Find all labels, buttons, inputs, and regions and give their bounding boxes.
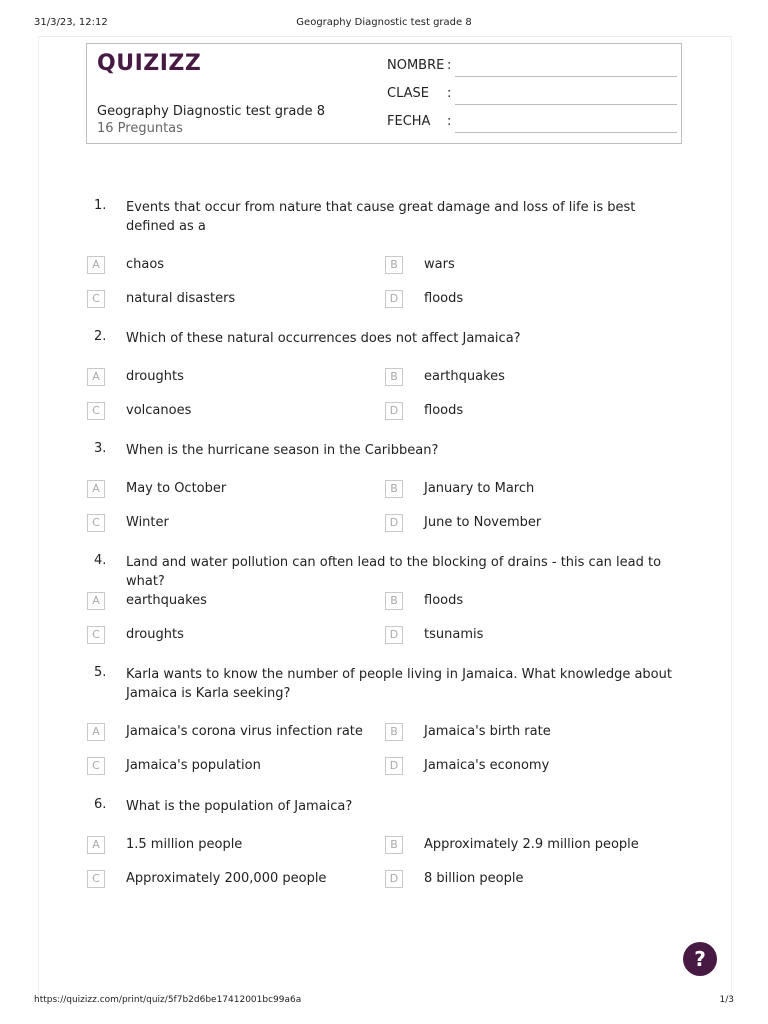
question-text: When is the hurricane season in the Caribbean? bbox=[126, 443, 439, 458]
answer-option[interactable] bbox=[385, 402, 675, 422]
option-letter-box[interactable]: B bbox=[385, 836, 403, 854]
option-letter-box[interactable]: C bbox=[87, 402, 105, 420]
answer-option[interactable] bbox=[385, 870, 675, 890]
option-text: tsunamis bbox=[424, 627, 484, 642]
option-letter-box[interactable]: A bbox=[87, 368, 105, 386]
option-text: Jamaica's corona virus infection rate bbox=[126, 724, 363, 739]
option-letter-box[interactable]: B bbox=[385, 480, 403, 498]
answer-option[interactable] bbox=[87, 836, 377, 856]
answer-option[interactable] bbox=[87, 870, 377, 890]
answer-option[interactable] bbox=[87, 626, 377, 646]
option-text: Approximately 200,000 people bbox=[126, 871, 327, 886]
date-label: FECHA bbox=[387, 114, 431, 129]
quiz-header-box bbox=[86, 43, 682, 144]
option-text: Jamaica's birth rate bbox=[424, 724, 551, 739]
option-text: Jamaica's economy bbox=[424, 758, 550, 773]
option-letter-box[interactable]: D bbox=[385, 402, 403, 420]
answer-option[interactable] bbox=[87, 592, 377, 612]
option-letter-box[interactable]: D bbox=[385, 757, 403, 775]
answer-option[interactable] bbox=[385, 723, 675, 743]
option-text: January to March bbox=[424, 481, 535, 496]
answer-option[interactable] bbox=[385, 836, 675, 856]
answer-option[interactable] bbox=[385, 514, 675, 534]
answer-option[interactable] bbox=[87, 480, 377, 500]
question-number: 5. bbox=[94, 665, 107, 680]
quiz-title: Geography Diagnostic test grade 8 bbox=[97, 104, 326, 119]
option-text: earthquakes bbox=[424, 369, 505, 384]
name-colon: : bbox=[447, 58, 452, 73]
quizizz-logo: QUIZIZZ bbox=[97, 51, 202, 76]
option-letter-box[interactable]: B bbox=[385, 723, 403, 741]
question-number: 2. bbox=[94, 329, 107, 344]
option-text: chaos bbox=[126, 257, 165, 272]
name-line[interactable] bbox=[455, 76, 677, 77]
option-letter-box[interactable]: A bbox=[87, 836, 105, 854]
answer-option[interactable] bbox=[87, 290, 377, 310]
date-field bbox=[387, 114, 677, 134]
option-letter-box[interactable]: C bbox=[87, 757, 105, 775]
option-text: Jamaica's population bbox=[126, 758, 261, 773]
option-text: earthquakes bbox=[126, 593, 207, 608]
answer-option[interactable] bbox=[385, 256, 675, 276]
answer-option[interactable] bbox=[87, 368, 377, 388]
answer-option[interactable] bbox=[87, 514, 377, 534]
answer-option[interactable] bbox=[385, 290, 675, 310]
option-text: 1.5 million people bbox=[126, 837, 243, 852]
question-text: Karla wants to know the number of people living in Jamaica. What knowledge about Jamaica is Karla seeking? bbox=[126, 667, 672, 701]
option-text: wars bbox=[424, 257, 455, 272]
option-letter-box[interactable]: C bbox=[87, 290, 105, 308]
class-line[interactable] bbox=[455, 104, 677, 105]
name-field bbox=[387, 58, 677, 78]
answer-option[interactable] bbox=[87, 757, 377, 777]
quiz-question-count: 16 Preguntas bbox=[97, 121, 183, 136]
option-text: floods bbox=[424, 291, 464, 306]
option-letter-box[interactable]: D bbox=[385, 870, 403, 888]
question-text: What is the population of Jamaica? bbox=[126, 799, 353, 814]
option-text: June to November bbox=[424, 515, 542, 530]
name-label: NOMBRE bbox=[387, 58, 445, 73]
footer-page-number: 1/3 bbox=[719, 995, 734, 1005]
answer-option[interactable] bbox=[87, 723, 377, 743]
print-title: Geography Diagnostic test grade 8 bbox=[296, 17, 472, 28]
option-text: Approximately 2.9 million people bbox=[424, 837, 639, 852]
option-text: 8 billion people bbox=[424, 871, 524, 886]
option-letter-box[interactable]: B bbox=[385, 368, 403, 386]
option-letter-box[interactable]: D bbox=[385, 514, 403, 532]
answer-option[interactable] bbox=[385, 592, 675, 612]
help-button[interactable]: ? bbox=[683, 942, 717, 976]
question-text: Events that occur from nature that cause great damage and loss of life is best defined as a bbox=[126, 200, 636, 234]
option-text: floods bbox=[424, 593, 464, 608]
option-letter-box[interactable]: A bbox=[87, 723, 105, 741]
question-number: 3. bbox=[94, 441, 107, 456]
option-text: droughts bbox=[126, 369, 184, 384]
answer-option[interactable] bbox=[385, 368, 675, 388]
question-number: 6. bbox=[94, 797, 107, 812]
option-letter-box[interactable]: A bbox=[87, 256, 105, 274]
option-text: Winter bbox=[126, 515, 169, 530]
date-colon: : bbox=[447, 114, 452, 129]
question-text: Which of these natural occurrences does not affect Jamaica? bbox=[126, 331, 521, 346]
question-number: 1. bbox=[94, 198, 107, 213]
answer-option[interactable] bbox=[87, 256, 377, 276]
option-text: May to October bbox=[126, 481, 227, 496]
option-letter-box[interactable]: D bbox=[385, 626, 403, 644]
option-text: natural disasters bbox=[126, 291, 236, 306]
footer-url: https://quizizz.com/print/quiz/5f7b2d6be17412001bc99a6a bbox=[34, 995, 302, 1005]
question-number: 4. bbox=[94, 553, 107, 568]
option-letter-box[interactable]: C bbox=[87, 870, 105, 888]
class-field bbox=[387, 86, 677, 106]
option-letter-box[interactable]: C bbox=[87, 626, 105, 644]
option-text: droughts bbox=[126, 627, 184, 642]
option-letter-box[interactable]: B bbox=[385, 592, 403, 610]
class-colon: : bbox=[447, 86, 452, 101]
option-letter-box[interactable]: B bbox=[385, 256, 403, 274]
option-letter-box[interactable]: A bbox=[87, 592, 105, 610]
answer-option[interactable] bbox=[385, 480, 675, 500]
option-letter-box[interactable]: A bbox=[87, 480, 105, 498]
answer-option[interactable] bbox=[385, 757, 675, 777]
question-text: Land and water pollution can often lead to the blocking of drains - this can lead to what? bbox=[126, 555, 662, 589]
option-letter-box[interactable]: D bbox=[385, 290, 403, 308]
class-label: CLASE bbox=[387, 86, 429, 101]
answer-option[interactable] bbox=[87, 402, 377, 422]
option-text: floods bbox=[424, 403, 464, 418]
answer-option[interactable] bbox=[385, 626, 675, 646]
option-text: volcanoes bbox=[126, 403, 192, 418]
date-line[interactable] bbox=[455, 132, 677, 133]
print-date: 31/3/23, 12:12 bbox=[34, 17, 108, 28]
option-letter-box[interactable]: C bbox=[87, 514, 105, 532]
